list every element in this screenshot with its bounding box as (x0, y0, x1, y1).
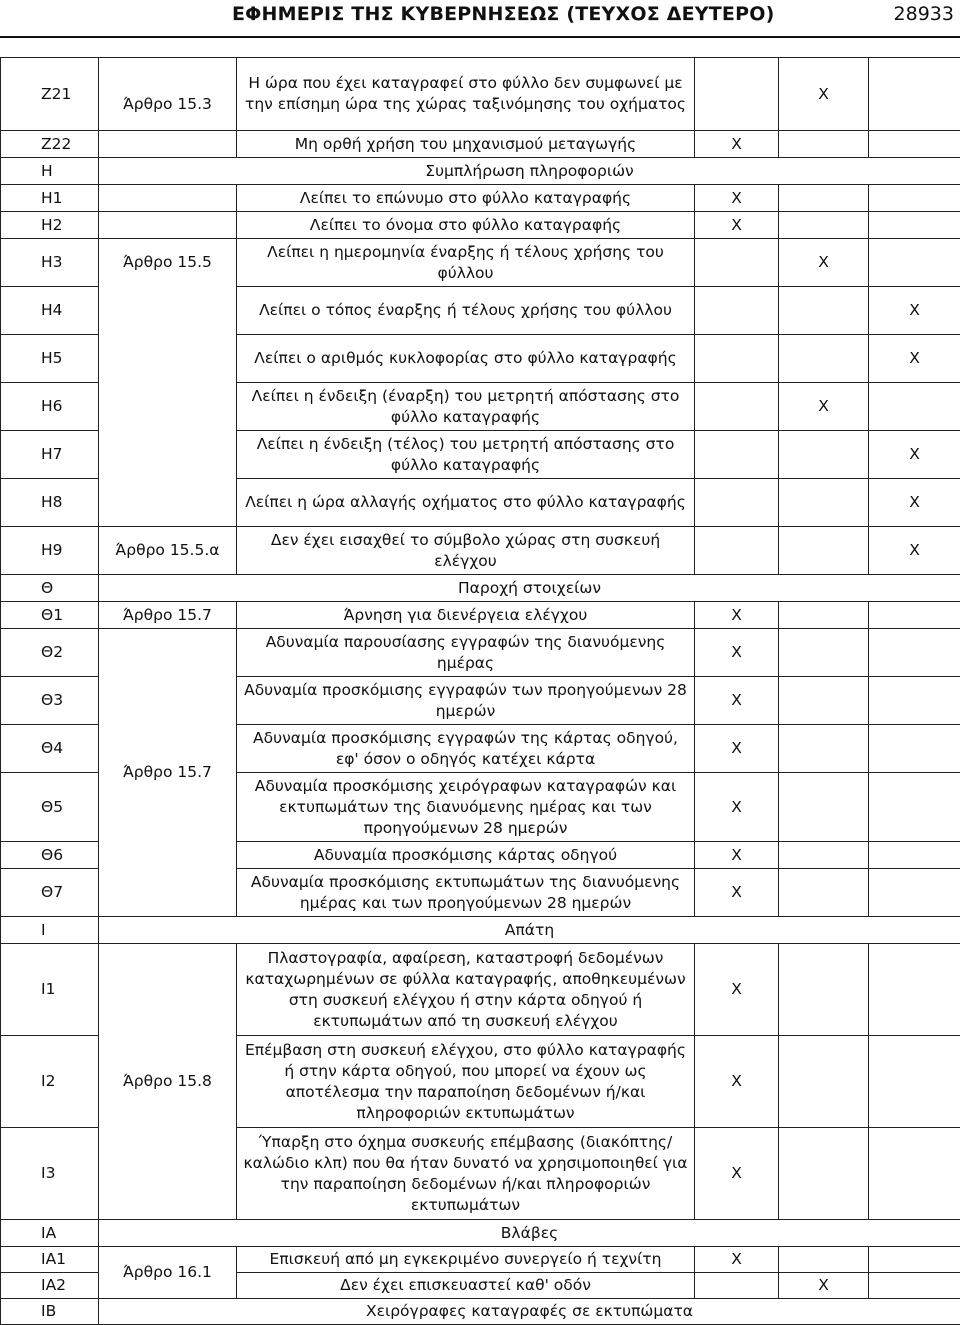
row-code: Η5 (1, 335, 99, 383)
severity-mark: Χ (869, 479, 960, 527)
section-title: Χειρόγραφες καταγραφές σε εκτυπώματα (99, 1299, 960, 1325)
article-ref: Άρθρο 15.3 (99, 58, 237, 131)
severity-mark: Χ (695, 212, 779, 239)
page-header (0, 0, 960, 40)
row-code: Ι2 (1, 1036, 99, 1128)
severity-mark: Χ (695, 629, 779, 677)
section-row (1, 575, 960, 602)
table-row (1, 1247, 960, 1273)
row-code: Θ2 (1, 629, 99, 677)
severity-mark: Χ (695, 869, 779, 917)
row-description: Επέμβαση στη συσκευή ελέγχου, στο φύλλο καταγραφής ή στην κάρτα οδηγού, που μπορεί να έχουν ως αποτέλεσμα την παραποίηση δεδομένων ή/και πληροφοριών εκτυπωμάτων (237, 1036, 695, 1128)
severity-mark: Χ (869, 287, 960, 335)
row-code: Θ6 (1, 842, 99, 869)
row-code: Η3 (1, 239, 99, 287)
row-description: Η ώρα που έχει καταγραφεί στο φύλλο δεν συμφωνεί με την επίσημη ώρα της χώρας ταξινόμησης του οχήματος (237, 58, 695, 131)
row-code: Η4 (1, 287, 99, 335)
row-code: Θ3 (1, 677, 99, 725)
severity-mark: Χ (869, 431, 960, 479)
row-description: Λείπει η ώρα αλλαγής οχήματος στο φύλλο καταγραφής (237, 479, 695, 527)
row-description: Λείπει ο αριθμός κυκλοφορίας στο φύλλο καταγραφής (237, 335, 695, 383)
table-row (1, 185, 960, 212)
row-description: Αδυναμία παρουσίασης εγγραφών της διανυόμενης ημέρας (237, 629, 695, 677)
table-row (1, 944, 960, 1036)
severity-mark: Χ (695, 944, 779, 1036)
section-row (1, 1220, 960, 1247)
row-code: Η1 (1, 185, 99, 212)
row-description: Δεν έχει εισαχθεί το σύμβολο χώρας στη συσκευή ελέγχου (237, 527, 695, 575)
row-code: Ι3 (1, 1128, 99, 1220)
severity-mark: Χ (695, 131, 779, 158)
table-row (1, 629, 960, 677)
table-row (1, 239, 960, 287)
row-code: Θ1 (1, 602, 99, 629)
table-row (1, 212, 960, 239)
severity-mark: Χ (695, 185, 779, 212)
section-row (1, 917, 960, 944)
gazette-title: ΕΦΗΜΕΡΙΣ ΤΗΣ ΚΥΒΕΡΝΗΣΕΩΣ (ΤΕΥΧΟΣ ΔΕΥΤΕΡΟ) (232, 3, 774, 25)
severity-mark: Χ (695, 773, 779, 842)
header-rule (0, 36, 960, 38)
table-row (1, 58, 960, 131)
row-code: ΙΑ2 (1, 1273, 99, 1299)
row-code: ΙΒ (1, 1299, 99, 1325)
severity-mark: Χ (695, 725, 779, 773)
row-description: Μη ορθή χρήση του μηχανισμού μεταγωγής (237, 131, 695, 158)
row-description: Αδυναμία προσκόμισης εγγραφών της κάρτας οδηγού, εφ' όσον ο οδηγός κατέχει κάρτα (237, 725, 695, 773)
section-row (1, 1299, 960, 1325)
row-description: Λείπει η ημερομηνία έναρξης ή τέλους χρήσης του φύλλου (237, 239, 695, 287)
section-title: Παροχή στοιχείων (99, 575, 960, 602)
row-description: Πλαστογραφία, αφαίρεση, καταστροφή δεδομένων καταχωρημένων σε φύλλα καταγραφής, αποθηκευμένων στη συσκευή ελέγχου ή στην κάρτα οδηγού ή εκτυπωμάτων από τη συσκευή ελέγχου (237, 944, 695, 1036)
row-code: Θ4 (1, 725, 99, 773)
section-title: Απάτη (99, 917, 960, 944)
row-description: Λείπει ο τόπος έναρξης ή τέλους χρήσης του φύλλου (237, 287, 695, 335)
article-ref: Άρθρο 15.7 (99, 602, 237, 629)
row-code: Ι (1, 917, 99, 944)
row-code: Η2 (1, 212, 99, 239)
row-code: Θ7 (1, 869, 99, 917)
row-description: Αδυναμία προσκόμισης χειρόγραφων καταγραφών και εκτυπωμάτων της διανυόμενης ημέρας και των προηγούμενων 28 ημερών (237, 773, 695, 842)
table-row (1, 527, 960, 575)
severity-mark: Χ (695, 842, 779, 869)
severity-mark: Χ (779, 58, 869, 131)
section-title: Βλάβες (99, 1220, 960, 1247)
severity-mark: Χ (779, 383, 869, 431)
row-code: Η9 (1, 527, 99, 575)
row-code: ΙΑ1 (1, 1247, 99, 1273)
row-description: Αδυναμία προσκόμισης εκτυπωμάτων της διανυόμενης ημέρας και των προηγούμενων 28 ημερών (237, 869, 695, 917)
row-description: Αδυναμία προσκόμισης κάρτας οδηγού (237, 842, 695, 869)
row-code: Ι1 (1, 944, 99, 1036)
row-description: Λείπει το επώνυμο στο φύλλο καταγραφής (237, 185, 695, 212)
row-code: Η8 (1, 479, 99, 527)
article-ref: Άρθρο 15.5.α (99, 527, 237, 575)
row-description: Ύπαρξη στο όχημα συσκευής επέμβασης (διακόπτης/καλώδιο κλπ) που θα ήταν δυνατό να χρησιμοποιηθεί για την παραποίηση δεδομένων ή/και πληροφοριών εκτυπωμάτων (237, 1128, 695, 1220)
row-description: Λείπει η ένδειξη (έναρξη) του μετρητή απόστασης στο φύλλο καταγραφής (237, 383, 695, 431)
row-code: Η7 (1, 431, 99, 479)
article-ref: Άρθρο 16.1 (99, 1247, 237, 1299)
row-description: Λείπει η ένδειξη (τέλος) του μετρητή απόστασης στο φύλλο καταγραφής (237, 431, 695, 479)
row-code: ΙΑ (1, 1220, 99, 1247)
row-code: Θ5 (1, 773, 99, 842)
severity-mark: Χ (695, 677, 779, 725)
row-description: Δεν έχει επισκευαστεί καθ' οδόν (237, 1273, 695, 1299)
severity-mark: Χ (779, 1273, 869, 1299)
row-code: Η6 (1, 383, 99, 431)
article-ref: Άρθρο 15.7 (99, 629, 237, 917)
table-row (1, 131, 960, 158)
section-title: Συμπλήρωση πληροφοριών (99, 158, 960, 185)
severity-mark: Χ (869, 335, 960, 383)
section-row (1, 158, 960, 185)
severity-mark: Χ (695, 602, 779, 629)
severity-mark: Χ (869, 527, 960, 575)
row-code: Η (1, 158, 99, 185)
article-ref: Άρθρο 15.5 (99, 239, 237, 527)
infringements-table (0, 57, 960, 1325)
row-description: Λείπει το όνομα στο φύλλο καταγραφής (237, 212, 695, 239)
row-code: Ζ21 (1, 58, 99, 131)
severity-mark: Χ (779, 239, 869, 287)
row-description: Άρνηση για διενέργεια ελέγχου (237, 602, 695, 629)
page-number: 28933 (894, 3, 954, 25)
row-description: Επισκευή από μη εγκεκριμένο συνεργείο ή τεχνίτη (237, 1247, 695, 1273)
severity-mark: Χ (695, 1128, 779, 1220)
row-description: Αδυναμία προσκόμισης εγγραφών των προηγούμενων 28 ημερών (237, 677, 695, 725)
row-code: Ζ22 (1, 131, 99, 158)
row-code: Θ (1, 575, 99, 602)
article-ref: Άρθρο 15.8 (99, 944, 237, 1220)
table-row (1, 602, 960, 629)
severity-mark: Χ (695, 1247, 779, 1273)
severity-mark: Χ (695, 1036, 779, 1128)
